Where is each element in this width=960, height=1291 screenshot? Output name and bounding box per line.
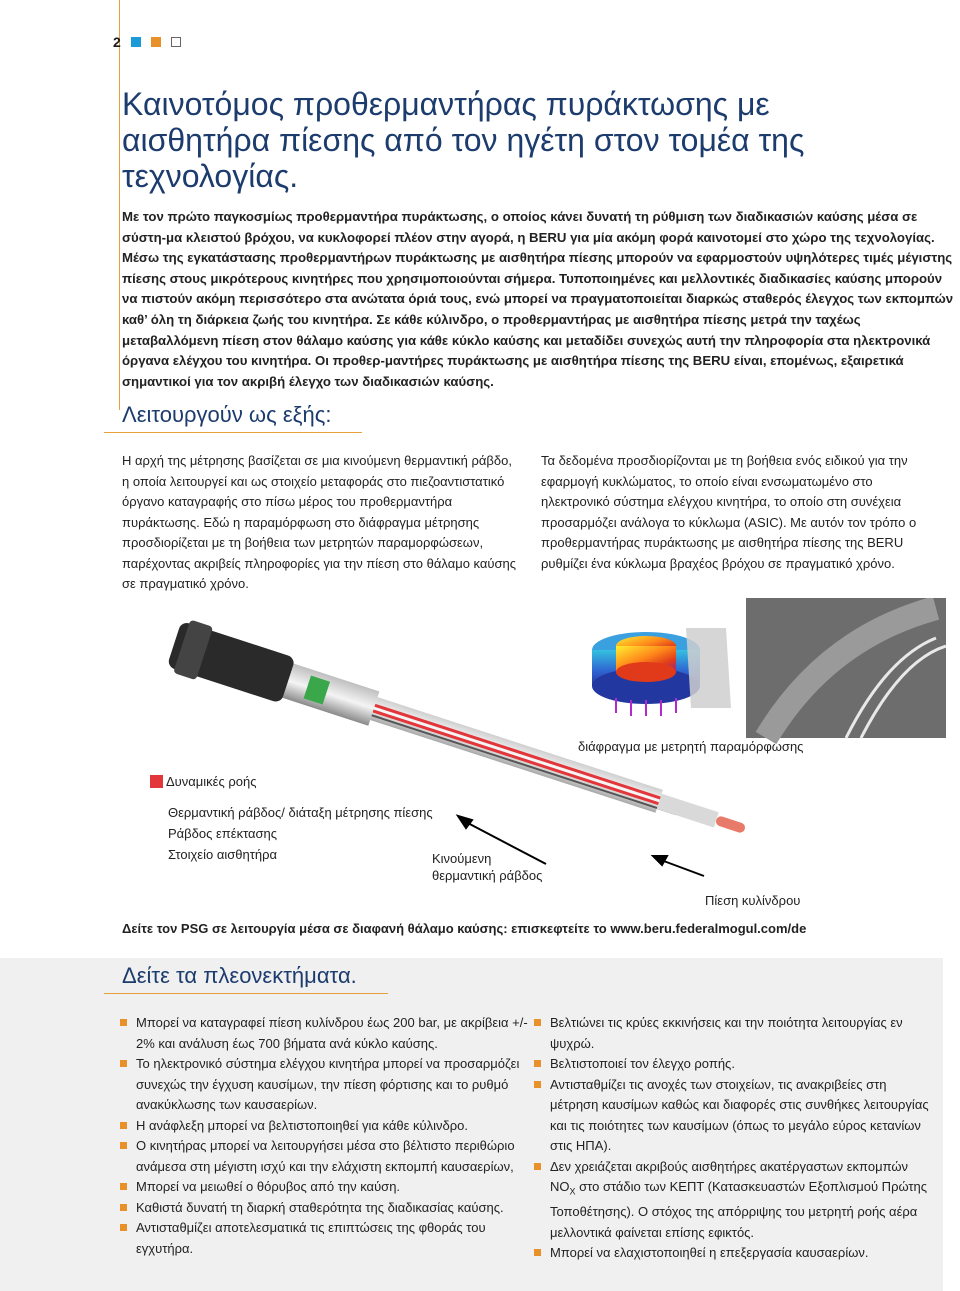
page-title: Καινοτόμος προθερμαντήρας πυράκτωσης με αισθητήρα πίεσης από τον ηγέτη στον τομέα της τεχνολογίας. (122, 86, 805, 194)
label-cylinder-pressure: Πίεση κυλίνδρου (705, 893, 801, 908)
list-item: Βελτιστοποιεί τον έλεγχο ροπής. (534, 1054, 934, 1075)
diaphragm-render (592, 628, 731, 716)
empty-square-icon (171, 37, 181, 47)
strain-gauge-photo (746, 598, 946, 738)
label-extension-rod: Ράβδος επέκτασης (168, 826, 278, 841)
list-item-nox (534, 1157, 934, 1244)
list-item: Μπορεί να καταγραφεί πίεση κυλίνδρου έως 200 bar, με ακρίβεια +/- 2% και ανάλυση έως 700 βήματα ανά κύκλο καύσης. (120, 1013, 530, 1054)
list-item: Αντισταθμίζει τις ανοχές των στοιχείων, τις ανακριβείες στη μέτρηση καυσίμων καθώς και διαφορές στις συνθήκες λειτουργίας και τις ποιότητες των καυσίμων (όπως το μεγάλο εύρος κετανίων στις ΗΠΑ). (534, 1075, 934, 1157)
blue-square-icon (131, 37, 141, 47)
nox-text-after: στο στάδιο των ΚΕΠΤ (Κατασκευαστών Εξοπλισμού Πρώτης Τοποθέτησης). Ο στόχος της απόρριψης του μετρητή ροής αέρα μελλοντικά φαίνεται επίσης εφικτός. (550, 1179, 928, 1240)
advantages-list-left (120, 1013, 530, 1259)
section-heading-how-it-works: Λειτουργούν ως εξής: (104, 402, 362, 433)
legend-label: Δυναμικές ροής (166, 774, 257, 789)
label-heating-rod: Θερμαντική ράβδος/ διάταξη μέτρησης πίεσης (168, 805, 433, 820)
label-moving-rod-2: θερμαντική ράβδος (432, 868, 543, 883)
list-item: Ο κινητήρας μπορεί να λειτουργήσει μέσα στο βέλτιστο περιθώριο ανάμεσα στη μέγιστη ισχύ και την ελάχιστη εκπομπή καυσαερίων, (120, 1136, 530, 1177)
legend (150, 772, 256, 793)
list-item: Το ηλεκτρονικό σύστημα ελέγχου κινητήρα μπορεί να προσαρμόζει συνεχώς την έγχυση καυσίμων, την πίεση φόρτισης και το ρυθμό ανακύκλωσης των καυσαερίων. (120, 1054, 530, 1116)
how-it-works-right-text: Τα δεδομένα προσδιορίζονται με τη βοήθεια ενός ειδικού για την εφαρμογή κυκλώματος, το οποίο είναι ενσωματωμένο στο ηλεκτρονικό σύστημα ελέγχου κινητήρα, το οποίο στη συνέχεια προσαρμόζει ανάλογα το κύκλωμα (ASIC). Με αυτόν τον τρόπο ο προθερμαντήρας πυράκτωσης με αισθητήρα πίεσης της BERU ρυθμίζει ένα κύκλωμα βραχέος βρόχου σε πραγματικό χρόνο. (541, 453, 917, 571)
page-header (113, 34, 181, 50)
margin-rule (119, 0, 120, 410)
list-item: Η ανάφλεξη μπορεί να βελτιστοποιηθεί για κάθε κύλινδρο. (120, 1116, 530, 1137)
list-item: Μπορεί να ελαχιστοποιηθεί η επεξεργασία καυσαερίων. (534, 1243, 934, 1264)
label-moving-rod-1: Κινούμενη (432, 851, 492, 866)
page-number: 2 (113, 34, 121, 50)
label-sensor-element: Στοιχείο αισθητήρα (168, 847, 277, 862)
nox-text-before: Δεν χρειάζεται ακριβούς αισθητήρες ακατέργαστων εκπομπών NO (550, 1158, 909, 1194)
diaphragm-label: διάφραγμα με μετρητή παραμόρφωσης (578, 739, 804, 754)
list-item: Αντισταθμίζει αποτελεσματικά τις επιπτώσεις της φθοράς του εγχυτήρα. (120, 1218, 530, 1259)
how-it-works-left-text: Η αρχή της μέτρησης βασίζεται σε μια κινούμενη θερμαντική ράβδο, η οποία λειτουργεί και ως στοιχείο μεταφοράς στο πιεζοαντιστατικό όργανο καταγραφής στο πίσω μέρος του προθερμαντήρα πυράκτωσης. Εδώ η παραμόρφωση στο διάφραγμα μέτρησης προσδιορίζεται με τη βοήθεια των μετρητών παραμορφώσεων, παρέχοντας ακριβείς πληροφορίες για την πίεση στο θάλαμο καύσης σε πραγματικό χρόνο. (122, 453, 517, 591)
nox-subscript: X (569, 1186, 576, 1197)
legend-swatch (150, 775, 163, 788)
list-item: Μπορεί να μειωθεί ο θόρυβος από την καύση. (120, 1177, 530, 1198)
advantages-list-right (534, 1013, 934, 1264)
list-item: Καθιστά δυνατή τη διαρκή σταθερότητα της διαδικασίας καύσης. (120, 1198, 530, 1219)
video-link-text: Δείτε τον PSG σε λειτουργία μέσα σε διαφανή θάλαμο καύσης: επισκεφτείτε το www.beru.federalmogul.com/de (122, 921, 807, 936)
intro-paragraph: Με τον πρώτο παγκοσμίως προθερμαντήρα πυράκτωσης, ο οποίος κάνει δυνατή τη ρύθμιση των διαδικασιών καύσης μέσα σε σύστη-μα κλειστού βρόχου, να κυκλοφορεί πλέον στην αγορά, η BERU για μία ακόμη φορά καινοτομεί στο χώρο της τεχνολογίας. Μέσω της εγκατάστασης προθερμαντήρων πυράκτωσης με αισθητήρα πίεσης μπορούν να εφαρμοστούν υψηλότερες τιμές μέγιστης πίεσης στους μικρότερους κινητήρες που χρησιμοποιούνται σήμερα. Τυποποιημένες και μελλοντικές διαδικασίες καύσης μπορούν να πιστούν ακόμη περισσότερο στα ανώτατα όριά τους, ενώ μπορεί να πραγματοποιείται διαρκώς σταθερός έλεγχος των εκπομπών καθ’ όλη τη διάρκεια ζωής του κινητήρα. Σε κάθε κύλινδρο, ο προθερμαντήρας με αισθητήρα πίεσης μετρά την ταχέως μεταβαλλόμενη πίεση στον θάλαμο καύσης για κάθε κύκλο καύσης και μεταδίδει συνεχώς αυτή την πληροφορία στα ηλεκτρονικά όργανα ελέγχου του κινητήρα. Οι προθερ-μαντήρες πυράκτωσης με αισθητήρα πίεσης της BERU είναι, επομένως, εξαιρετικά σημαντικοί για τον ακριβή έλεγχο των διαδικασιών καύσης. (122, 209, 954, 389)
list-item: Βελτιώνει τις κρύες εκκινήσεις και την ποιότητα λειτουργίας εν ψυχρώ. (534, 1013, 934, 1054)
orange-square-icon (151, 37, 161, 47)
section-heading-advantages: Δείτε τα πλεονεκτήματα. (104, 963, 388, 994)
